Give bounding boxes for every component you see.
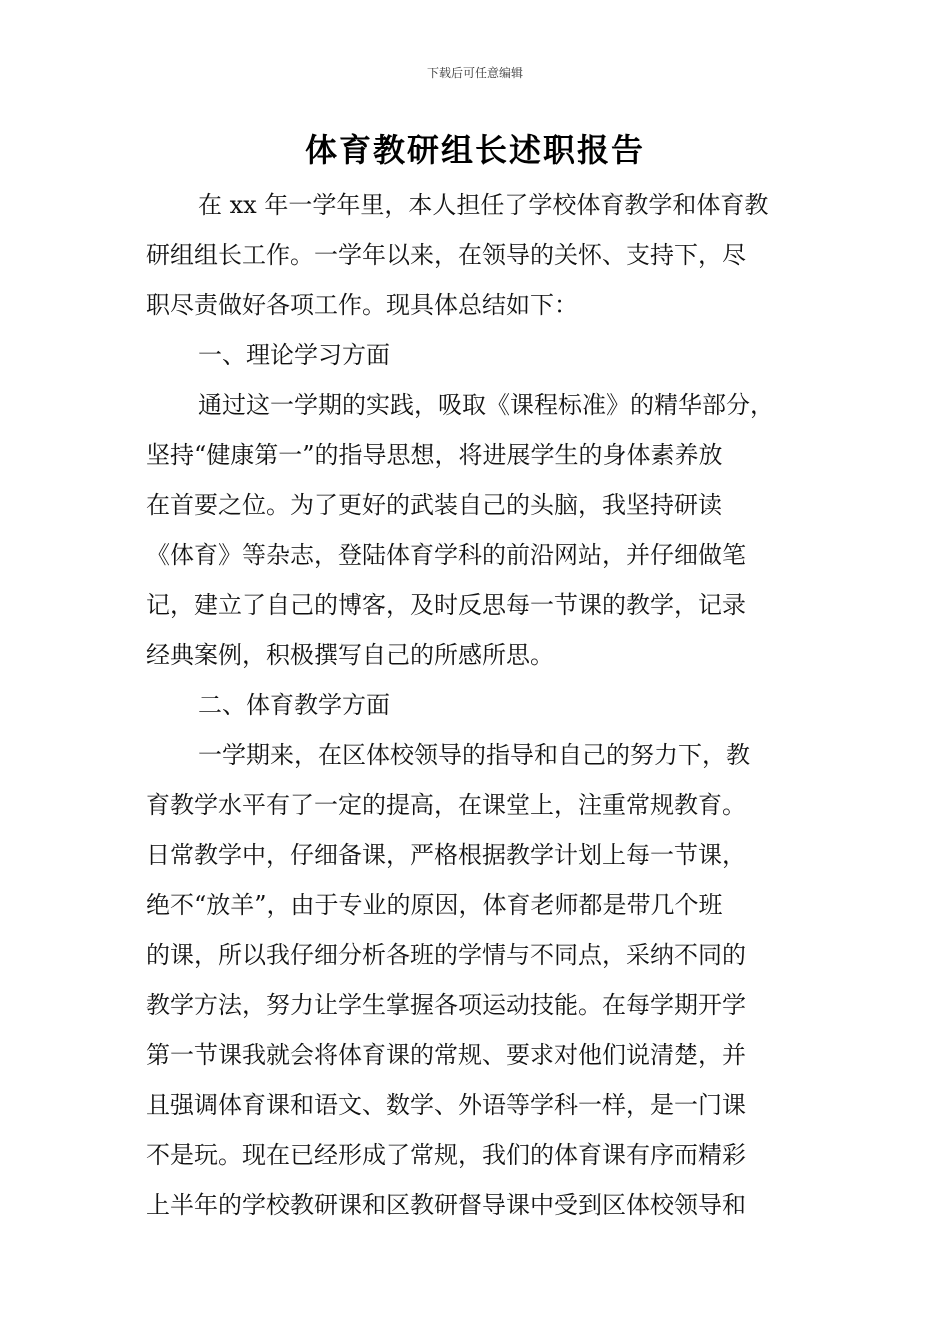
text-line: 绝不“放羊”，由于专业的原因，体育老师都是带几个班: [146, 891, 723, 919]
text-line: 一、理论学习方面: [198, 341, 390, 369]
text-line: 二、体育教学方面: [198, 691, 390, 719]
text-line: 上半年的学校教研课和区教研督导课中受到区体校领导和: [146, 1191, 746, 1219]
text-line: 记，建立了自己的博客，及时反思每一节课的教学，记录: [146, 591, 746, 619]
text-line: 第一节课我就会将体育课的常规、要求对他们说清楚，并: [146, 1041, 746, 1069]
document-body: [146, 180, 811, 1230]
text-line: 育教学水平有了一定的提高，在课堂上，注重常规教育。: [146, 791, 746, 819]
page-header-note: 下载后可任意编辑: [426, 66, 523, 80]
text-line: 经典案例，积极撰写自己的所感所思。: [146, 641, 554, 669]
text-line: 且强调体育课和语文、数学、外语等学科一样，是一门课: [146, 1091, 746, 1119]
text-line: 日常教学中，仔细备课，严格根据教学计划上每一节课，: [146, 841, 746, 869]
text-line: 一学期来，在区体校领导的指导和自己的努力下，教: [198, 741, 750, 769]
text-line: 教学方法，努力让学生掌握各项运动技能。在每学期开学: [146, 991, 746, 1019]
document-title: 体育教研组长述职报告: [304, 131, 645, 169]
text-line: 研组组长工作。一学年以来，在领导的关怀、支持下，尽: [146, 241, 746, 269]
text-line: 的课，所以我仔细分析各班的学情与不同点，采纳不同的: [146, 941, 746, 969]
text-line: 职尽责做好各项工作。现具体总结如下：: [146, 291, 578, 319]
text-line: 在 xx 年一学年里，本人担任了学校体育教学和体育教: [198, 191, 769, 219]
text-line: 不是玩。现在已经形成了常规，我们的体育课有序而精彩: [146, 1141, 746, 1169]
text-line: 通过这一学期的实践，吸取《课程标准》的精华部分，: [198, 391, 774, 419]
text-line: 《体育》等杂志，登陆体育学科的前沿网站，并仔细做笔: [146, 541, 746, 569]
text-line: 在首要之位。为了更好的武装自己的头脑，我坚持研读: [146, 491, 722, 519]
text-line: 坚持“健康第一”的指导思想，将进展学生的身体素养放: [146, 441, 723, 469]
